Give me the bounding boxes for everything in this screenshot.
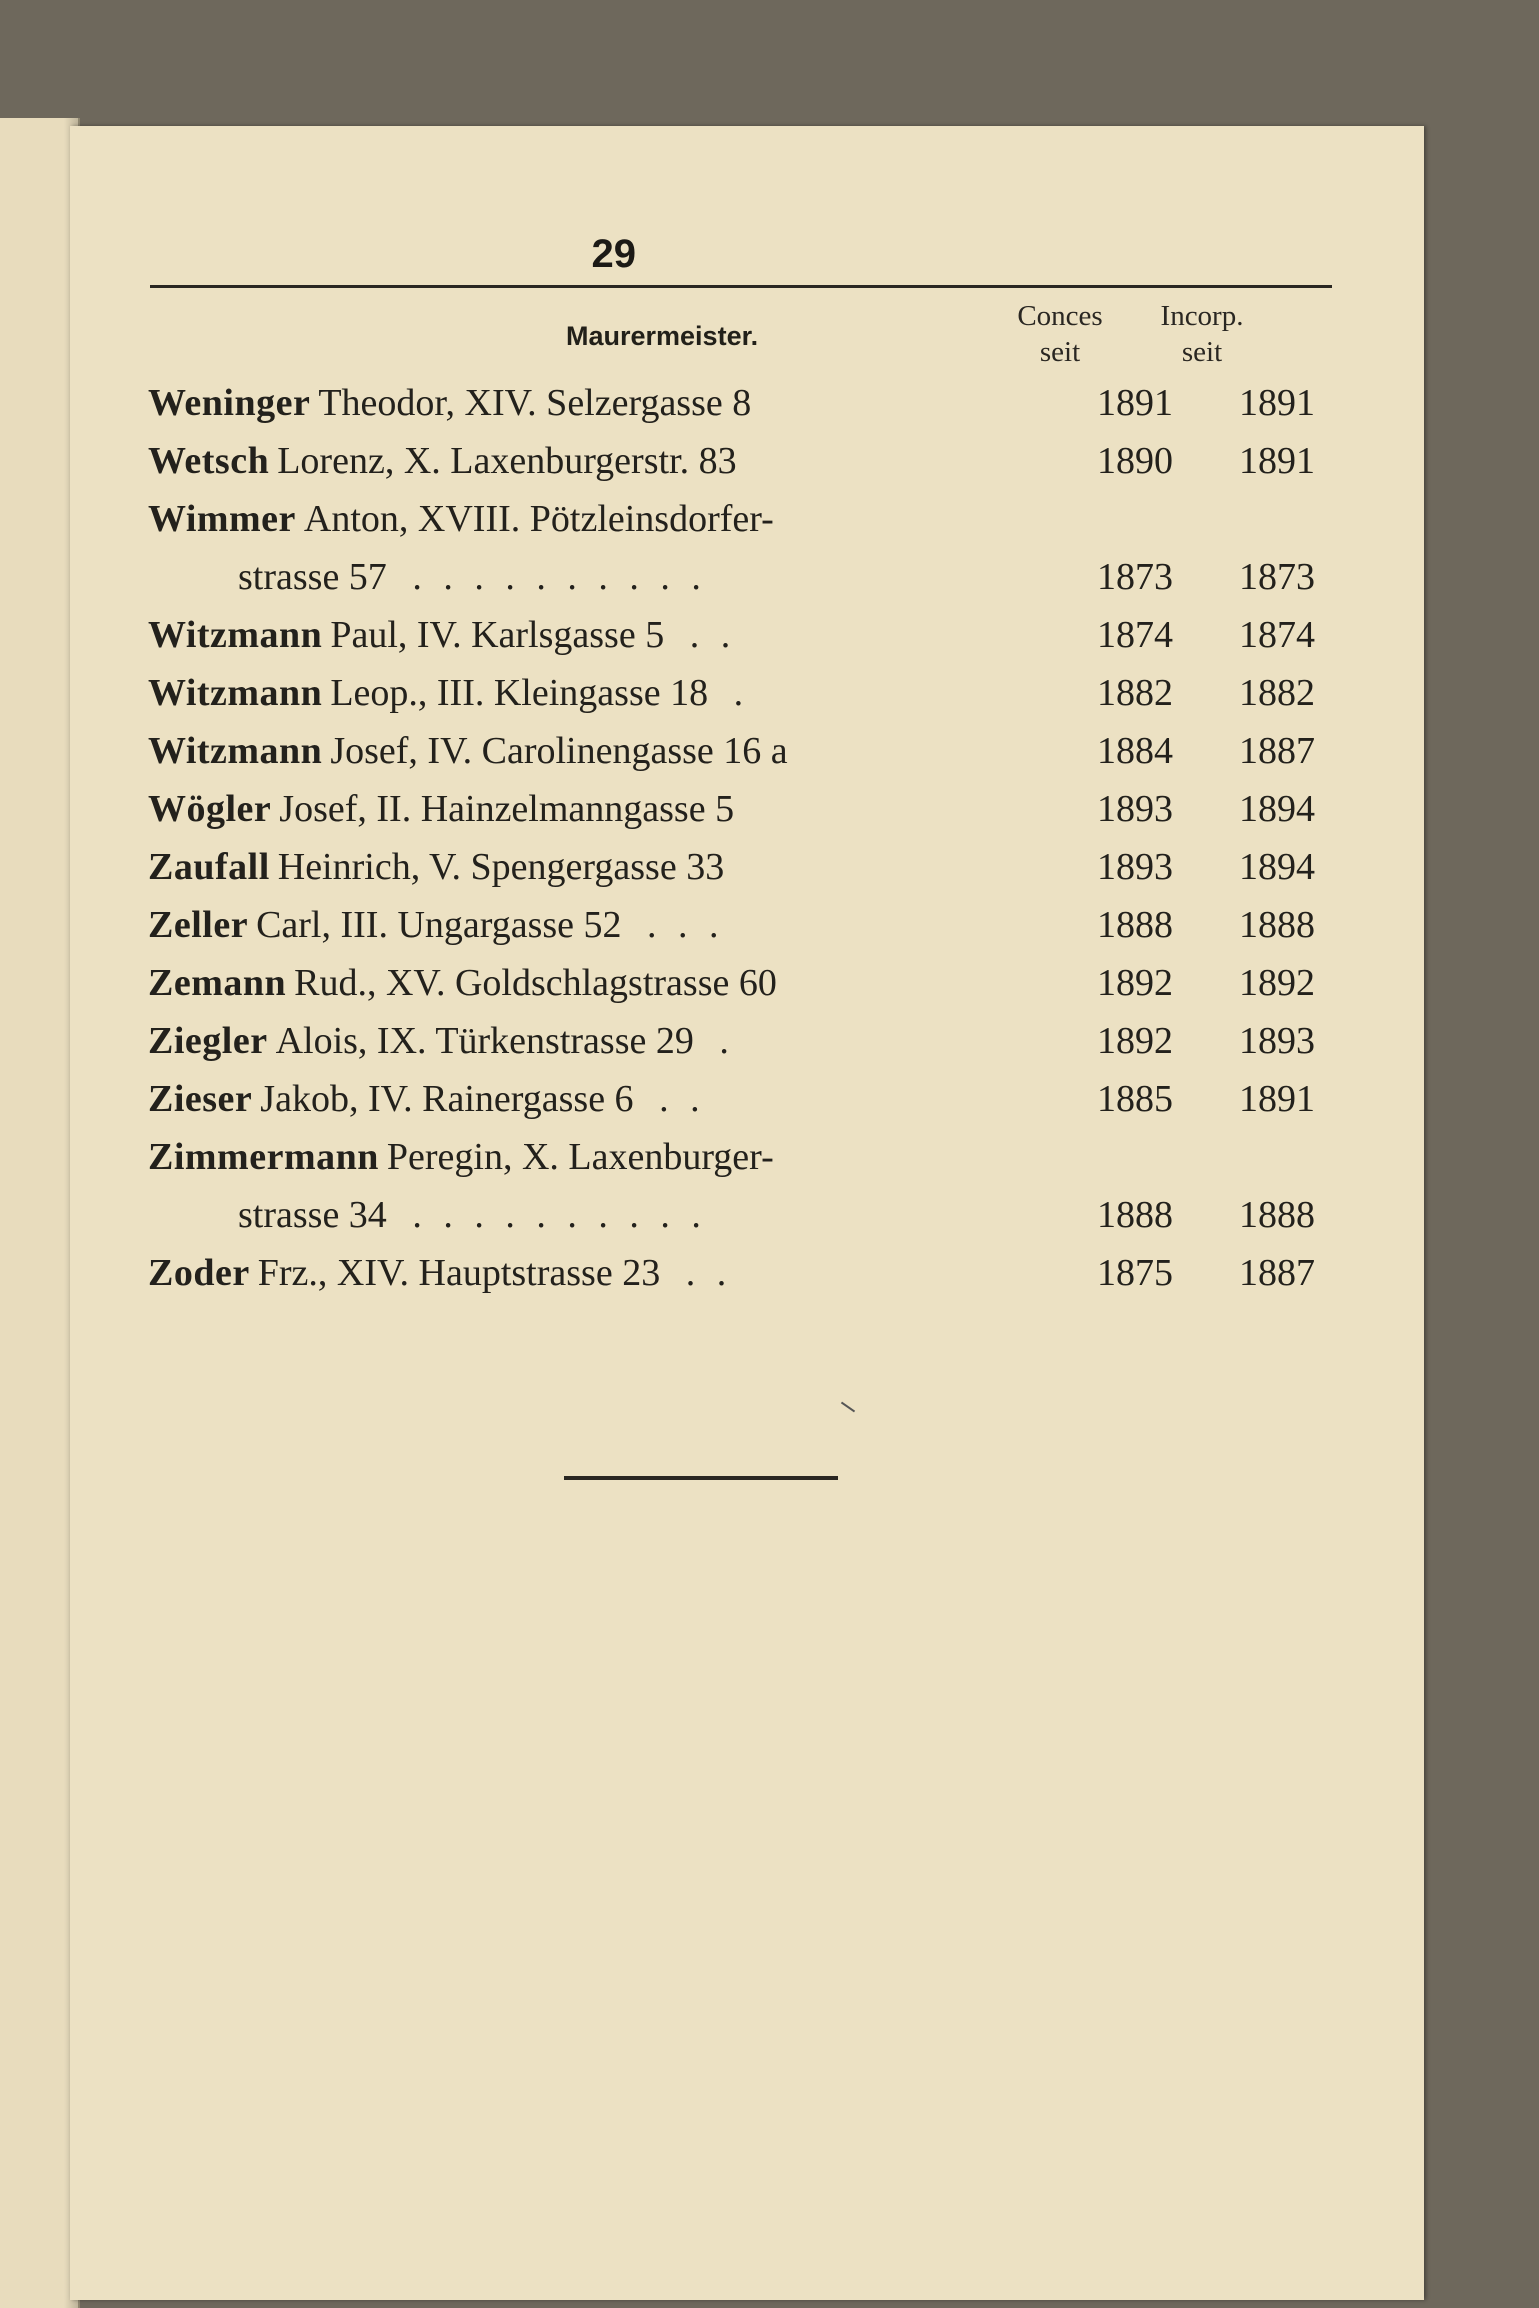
entry-address: Jakob, IV. Rainergasse 6: [260, 1078, 634, 1120]
list-item: [148, 838, 1348, 896]
year-conces: 1885: [1097, 1078, 1173, 1120]
column-header-incorp-line1: Incorp.: [1160, 300, 1244, 332]
year-conces: 1890: [1097, 440, 1173, 482]
entry-name: Zemann: [148, 962, 287, 1004]
entry-address: Paul, IV. Karlsgasse 5: [330, 614, 665, 656]
list-item-continuation: [148, 1186, 1348, 1244]
entry-address: Josef, IV. Carolinengasse 16 a: [330, 730, 788, 772]
entry-address: Leop., III. Kleingasse 18: [330, 672, 709, 714]
leader-dots: . . .: [631, 904, 725, 946]
list-item: [148, 1070, 1348, 1128]
year-incorp: 1891: [1239, 1078, 1315, 1120]
book-page: [70, 126, 1424, 2300]
entry-address: Alois, IX. Türkenstrasse 29: [275, 1020, 694, 1062]
year-incorp: 1873: [1239, 556, 1315, 598]
leader-dots: . .: [643, 1078, 706, 1120]
year-conces: 1892: [1097, 962, 1173, 1004]
entry-name: Wimmer: [148, 498, 296, 540]
list-item: [148, 954, 1348, 1012]
year-conces: 1884: [1097, 730, 1173, 772]
list-item: [148, 896, 1348, 954]
entry-name: Ziegler: [148, 1020, 268, 1062]
year-conces: 1893: [1097, 788, 1173, 830]
year-incorp: 1891: [1239, 440, 1315, 482]
entry-address: Theodor, XIV. Selzergasse 8: [318, 382, 752, 424]
entry-address: Rud., XV. Goldschlagstrasse 60: [294, 962, 777, 1004]
list-item: [148, 664, 1348, 722]
year-incorp: 1887: [1239, 730, 1315, 772]
section-title: Maurermeister.: [566, 321, 759, 351]
year-conces: 1874: [1097, 614, 1173, 656]
entry-name: Zaufall: [148, 846, 270, 888]
list-item: [148, 1128, 1348, 1186]
list-item-continuation: [148, 548, 1348, 606]
entry-address: Josef, II. Hainzelmanngasse 5: [279, 788, 735, 830]
year-incorp: 1888: [1239, 1194, 1315, 1236]
entry-list: [148, 374, 1348, 1302]
year-incorp: 1894: [1239, 846, 1315, 888]
footer-rule: [564, 1476, 838, 1480]
entry-name: Zeller: [148, 904, 249, 946]
list-item: [148, 606, 1348, 664]
year-conces: 1882: [1097, 672, 1173, 714]
year-incorp: 1891: [1239, 382, 1315, 424]
entry-address-continuation: strasse 57: [238, 556, 387, 598]
year-incorp: 1887: [1239, 1252, 1315, 1294]
entry-address: Anton, XVIII. Pötzleinsdorfer-: [303, 498, 774, 540]
stray-mark: [841, 1402, 855, 1413]
entry-address: Lorenz, X. Laxenburgerstr. 83: [277, 440, 737, 482]
entry-name: Zimmermann: [148, 1136, 379, 1178]
list-item: [148, 1012, 1348, 1070]
entry-name: Wögler: [148, 788, 272, 830]
year-conces: 1888: [1097, 1194, 1173, 1236]
year-incorp: 1892: [1239, 962, 1315, 1004]
year-conces: 1873: [1097, 556, 1173, 598]
entry-name: Witzmann: [148, 672, 323, 714]
entry-address: Heinrich, V. Spengergasse 33: [277, 846, 725, 888]
year-incorp: 1888: [1239, 904, 1315, 946]
leader-dots: . . . . . . . . . .: [396, 1194, 707, 1236]
list-item: [148, 780, 1348, 838]
entry-name: Zieser: [148, 1078, 253, 1120]
leader-dots: . . . . . . . . . .: [396, 556, 707, 598]
year-conces: 1875: [1097, 1252, 1173, 1294]
header-rule: [150, 285, 1332, 288]
page-number: 29: [591, 232, 636, 276]
leader-dots: . .: [674, 614, 737, 656]
year-incorp: 1894: [1239, 788, 1315, 830]
list-item: [148, 490, 1348, 548]
leader-dots: .: [703, 1020, 735, 1062]
column-header-incorp: [1112, 298, 1292, 370]
year-conces: 1888: [1097, 904, 1173, 946]
list-item: [148, 722, 1348, 780]
column-header-incorp-line2: seit: [1181, 336, 1223, 368]
entry-name: Witzmann: [148, 614, 323, 656]
year-conces: 1893: [1097, 846, 1173, 888]
list-item: [148, 374, 1348, 432]
year-conces: 1891: [1097, 382, 1173, 424]
entry-address-continuation: strasse 34: [238, 1194, 387, 1236]
list-item: [148, 1244, 1348, 1302]
column-header-conces-line2: seit: [1039, 336, 1081, 368]
entry-address: Carl, III. Ungargasse 52: [256, 904, 622, 946]
year-incorp: 1874: [1239, 614, 1315, 656]
year-incorp: 1882: [1239, 672, 1315, 714]
year-conces: 1892: [1097, 1020, 1173, 1062]
leader-dots: . .: [670, 1252, 733, 1294]
entry-name: Wetsch: [148, 440, 270, 482]
year-incorp: 1893: [1239, 1020, 1315, 1062]
left-page-edge: [0, 118, 80, 2308]
entry-address: Peregin, X. Laxenburger-: [386, 1136, 774, 1178]
entry-name: Zoder: [148, 1252, 250, 1294]
column-header-conces-line1: Conces: [1017, 300, 1103, 332]
list-item: [148, 432, 1348, 490]
entry-address: Frz., XIV. Hauptstrasse 23: [257, 1252, 661, 1294]
entry-name: Weninger: [148, 382, 311, 424]
entry-name: Witzmann: [148, 730, 323, 772]
leader-dots: .: [718, 672, 750, 714]
